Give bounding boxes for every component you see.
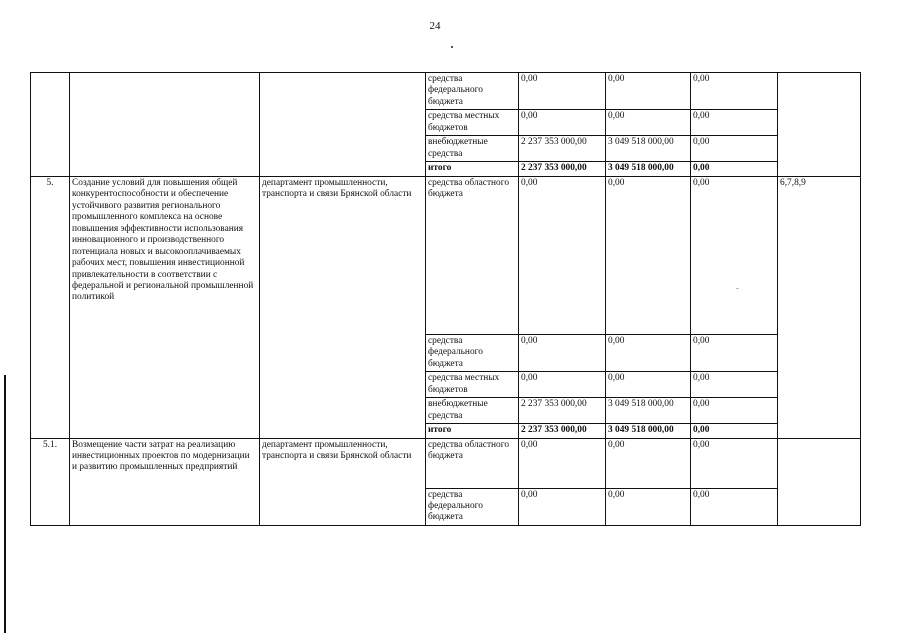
source-cell: внебюджетные средства bbox=[426, 136, 519, 162]
executor-cell bbox=[260, 73, 426, 177]
value-cell: 0,00 bbox=[606, 176, 691, 334]
value-cell: 0,00 bbox=[519, 110, 606, 136]
value-cell: 2 237 353 000,00 bbox=[519, 398, 606, 424]
indicator-cell: 6,7,8,9 bbox=[778, 176, 861, 438]
value-cell: 0,00 bbox=[606, 488, 691, 525]
indicator-cell bbox=[778, 73, 861, 177]
source-cell: средства областного бюджета bbox=[426, 438, 519, 488]
total-value-cell: 3 049 518 000,00 bbox=[606, 424, 691, 438]
value-cell: 0,00 bbox=[691, 73, 778, 110]
value-cell: 0,00 bbox=[519, 372, 606, 398]
value-cell: 0,00 bbox=[519, 176, 606, 334]
value-cell: 0,00 bbox=[691, 110, 778, 136]
value-cell: 0,00 bbox=[691, 176, 778, 334]
total-value-cell: 0,00 bbox=[691, 162, 778, 176]
total-value-cell: 0,00 bbox=[691, 424, 778, 438]
value-cell: 0,00 bbox=[606, 372, 691, 398]
value-cell: 0,00 bbox=[519, 438, 606, 488]
page-number: 24 bbox=[429, 20, 441, 32]
value-cell: 0,00 bbox=[606, 438, 691, 488]
value-cell: 0,00 bbox=[519, 488, 606, 525]
source-cell: средства федерального бюджета bbox=[426, 73, 519, 110]
indicator-cell bbox=[778, 438, 861, 525]
total-value-cell: 2 237 353 000,00 bbox=[519, 162, 606, 176]
table-row bbox=[31, 438, 861, 488]
total-value-cell: 3 049 518 000,00 bbox=[606, 162, 691, 176]
value-cell: 0,00 bbox=[606, 73, 691, 110]
executor-cell: департамент промышленности, транспорта и связи Брянской области bbox=[260, 176, 426, 438]
source-cell: средства федерального бюджета bbox=[426, 488, 519, 525]
num-cell: 5.1. bbox=[31, 438, 70, 525]
num-cell: 5. bbox=[31, 176, 70, 438]
value-cell: 3 049 518 000,00 bbox=[606, 398, 691, 424]
value-cell: 0,00 bbox=[519, 334, 606, 371]
num-cell bbox=[31, 73, 70, 177]
source-cell: средства федерального бюджета bbox=[426, 334, 519, 371]
value-cell: 0,00 bbox=[691, 372, 778, 398]
source-cell: средства местных бюджетов bbox=[426, 110, 519, 136]
value-cell: 0,00 bbox=[691, 488, 778, 525]
budget-table bbox=[30, 72, 861, 526]
source-cell: итого bbox=[426, 424, 519, 438]
scan-speck bbox=[451, 46, 453, 48]
scan-margin-line bbox=[4, 375, 6, 633]
name-cell: Создание условий для повышения общей конкурентоспособности и обеспечение устойчивого развития регионального промышленного комплекса на основе повышения эффективности использования инновационного и производственного потенциала новых и высокооплачиваемых рабочих мест, повышения инвестиционной привлекательности в соответствии с федеральной и региональной промышленной политикой bbox=[70, 176, 260, 438]
value-cell: 0,00 bbox=[691, 136, 778, 162]
value-cell: 0,00 bbox=[519, 73, 606, 110]
source-cell: средства местных бюджетов bbox=[426, 372, 519, 398]
name-cell bbox=[70, 73, 260, 177]
total-value-cell: 2 237 353 000,00 bbox=[519, 424, 606, 438]
value-cell: 0,00 bbox=[606, 110, 691, 136]
name-cell: Возмещение части затрат на реализацию инвестиционных проектов по модернизации и развитию промышленных предприятий bbox=[70, 438, 260, 525]
table-row bbox=[31, 176, 861, 334]
value-cell: 0,00 bbox=[606, 334, 691, 371]
table-row bbox=[31, 73, 861, 110]
value-cell: 0,00 bbox=[691, 334, 778, 371]
value-cell: 0,00 bbox=[691, 438, 778, 488]
executor-cell: департамент промышленности, транспорта и связи Брянской области bbox=[260, 438, 426, 525]
value-cell: 2 237 353 000,00 bbox=[519, 136, 606, 162]
source-cell: средства областного бюджета bbox=[426, 176, 519, 334]
value-cell: 3 049 518 000,00 bbox=[606, 136, 691, 162]
source-cell: итого bbox=[426, 162, 519, 176]
source-cell: внебюджетные средства bbox=[426, 398, 519, 424]
value-cell: 0,00 bbox=[691, 398, 778, 424]
